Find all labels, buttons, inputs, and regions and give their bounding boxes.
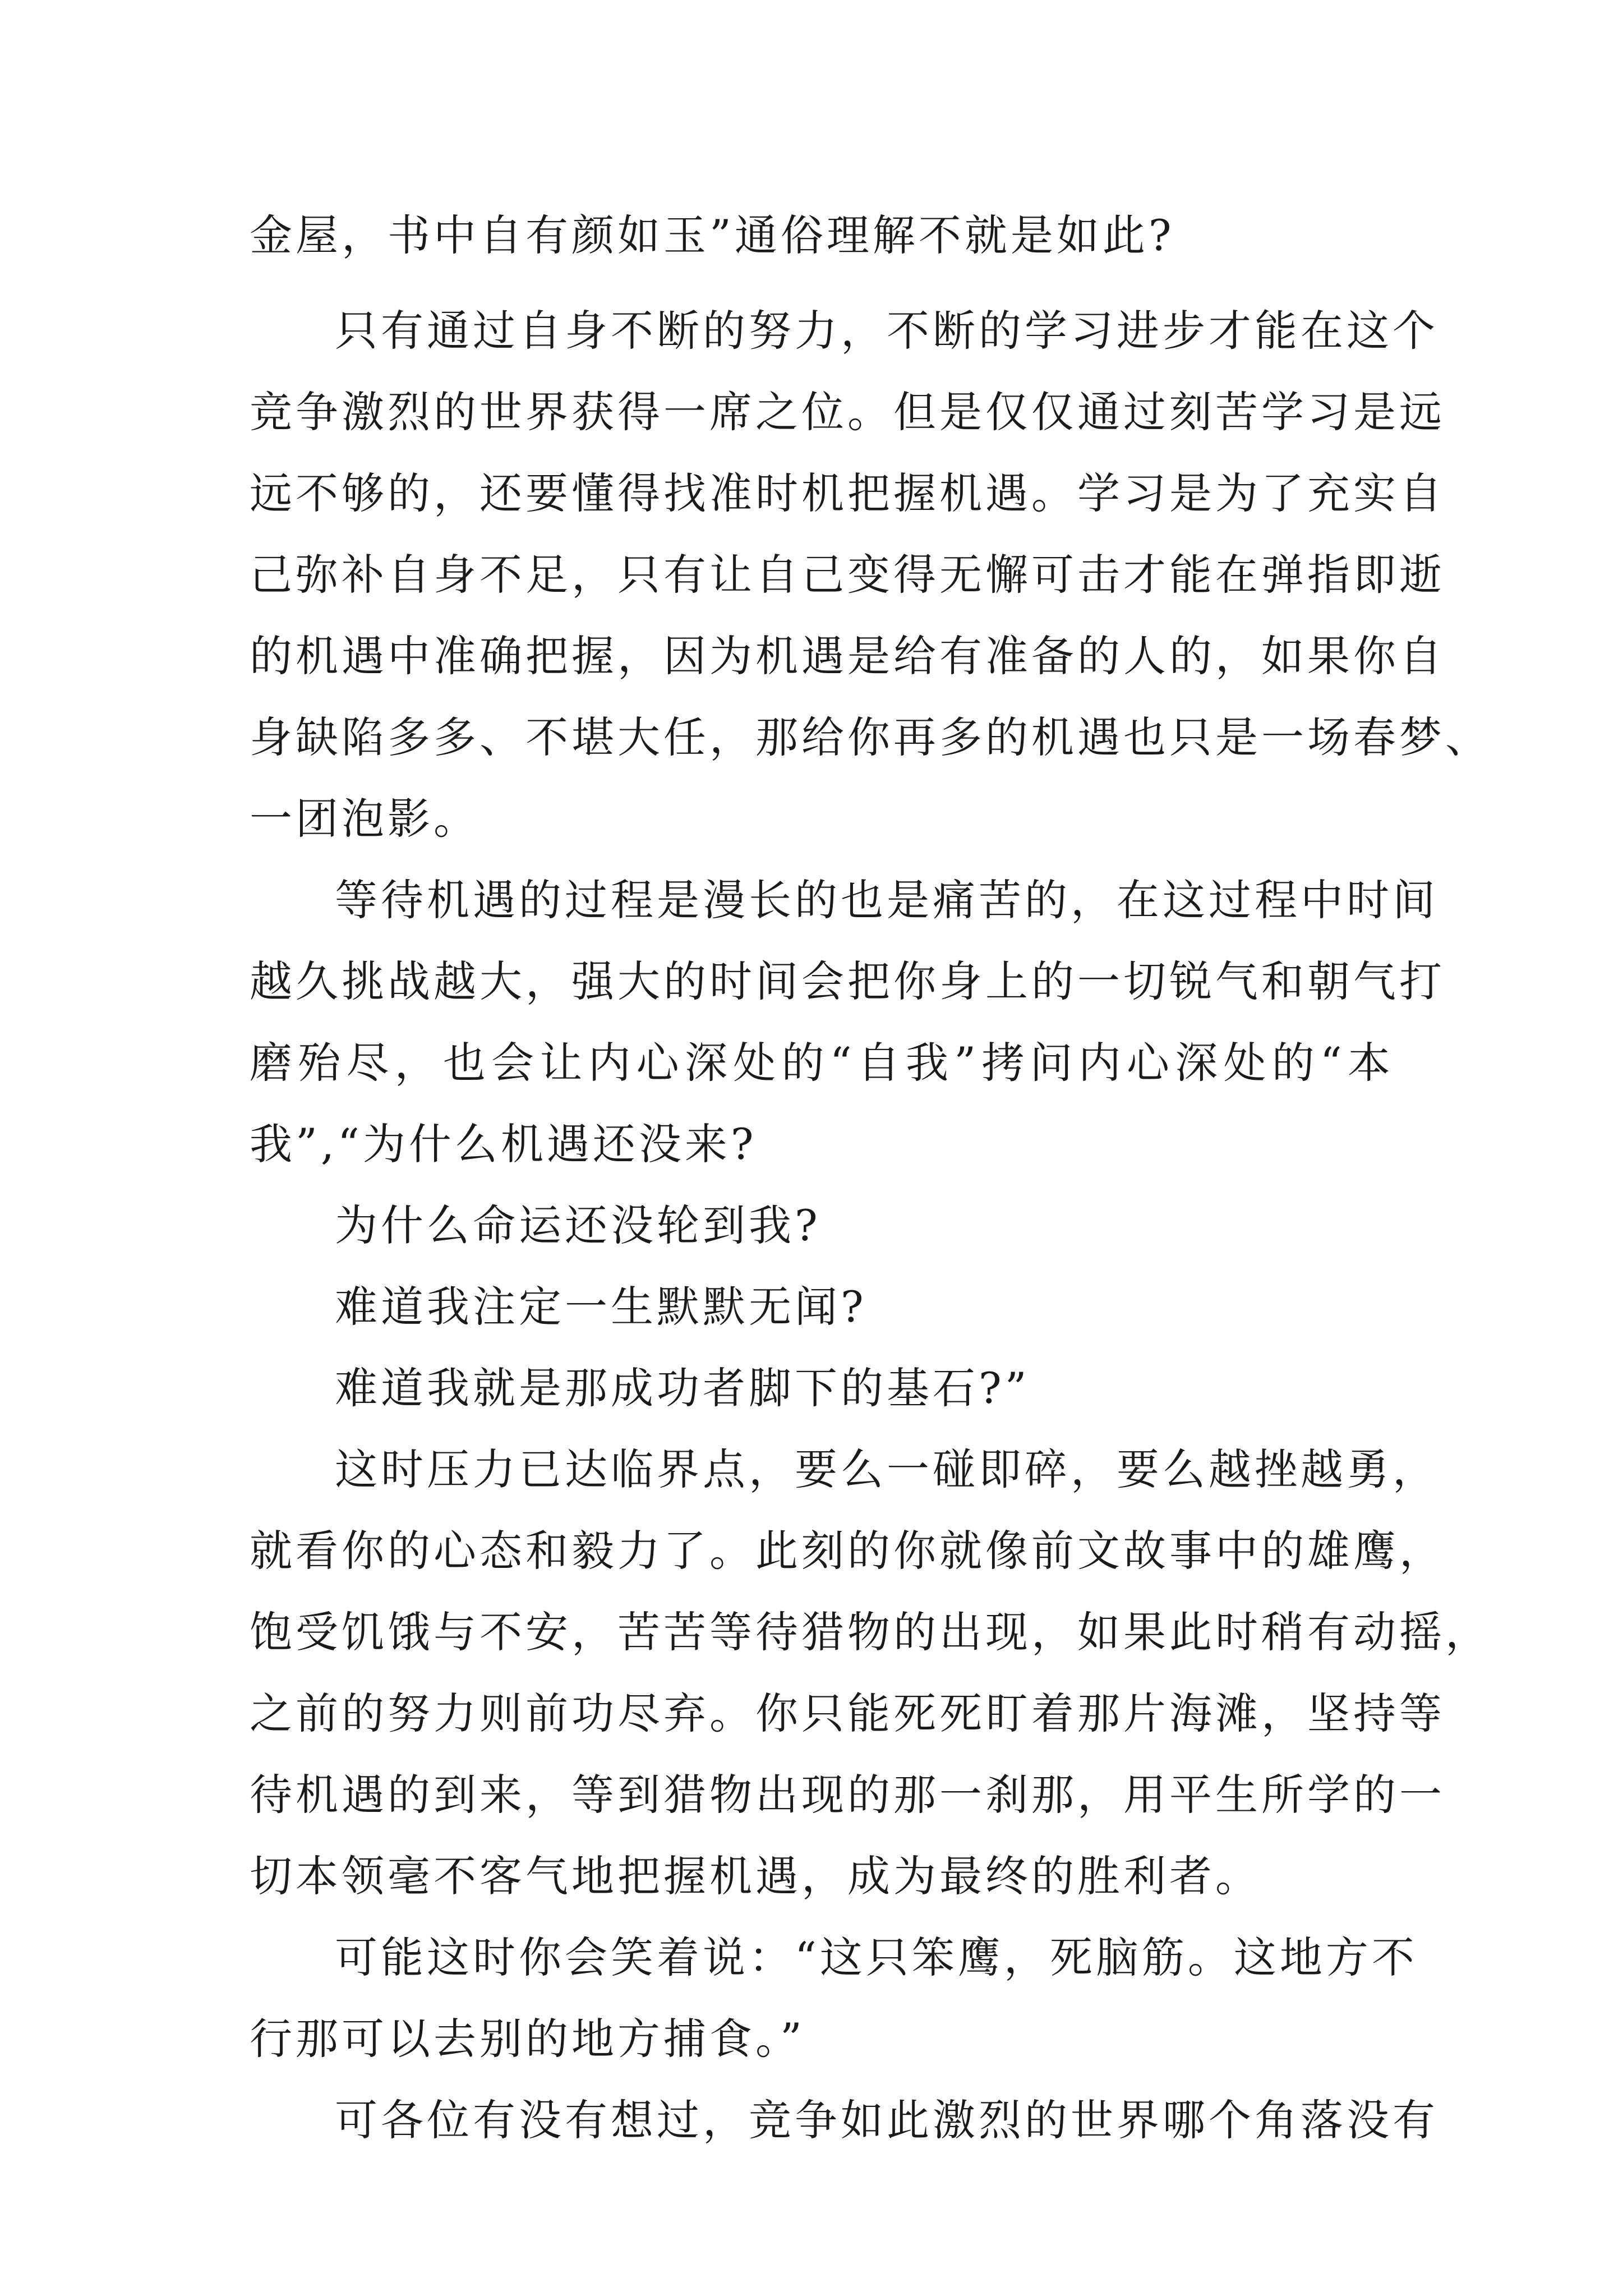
text-line: 难道我就是那成功者脚下的基石?”: [335, 1363, 1030, 1413]
text-line: 为什么命运还没轮到我?: [335, 1200, 821, 1250]
text-line: 一团泡影。: [250, 794, 479, 844]
text-line: 磨殆尽，也会让内心深处的“自我”拷问内心深处的“本: [250, 1038, 1394, 1088]
text-line: 身缺陷多多、不堪大任，那给你再多的机遇也只是一场春梦、: [250, 712, 1491, 762]
text-line: 之前的努力则前功尽弃。你只能死死盯着那片海滩，坚持等: [250, 1688, 1445, 1738]
text-line: 就看你的心态和毅力了。此刻的你就像前文故事中的雄鹰，: [250, 1526, 1445, 1576]
text-line: 切本领毫不客气地把握机遇，成为最终的胜利者。: [250, 1851, 1261, 1901]
text-line: 的机遇中准确把握，因为机遇是给有准备的人的，如果你自: [250, 631, 1445, 681]
text-line: 等待机遇的过程是漫长的也是痛苦的，在这过程中时间: [335, 875, 1438, 925]
text-line: 难道我注定一生默默无闻?: [335, 1282, 867, 1332]
text-line: 只有通过自身不断的努力，不断的学习进步才能在这个: [335, 306, 1438, 356]
text-line: 待机遇的到来，等到猎物出现的那一刹那，用平生所学的一: [250, 1770, 1445, 1820]
text-line: 金屋，书中自有颜如玉”通俗理解不就是如此?: [250, 210, 1175, 260]
text-line: 饱受饥饿与不安，苦苦等待猎物的出现，如果此时稍有动摇，: [250, 1607, 1491, 1657]
text-line: 行那可以去别的地方捕食。”: [250, 2014, 805, 2064]
text-line: 我”,“为什么机遇还没来?: [250, 1119, 757, 1169]
text-line: 越久挑战越大，强大的时间会把你身上的一切锐气和朝气打: [250, 956, 1445, 1006]
text-line: 竞争激烈的世界获得一席之位。但是仅仅通过刻苦学习是远: [250, 387, 1445, 437]
text-line: 可能这时你会笑着说：“这只笨鹰，死脑筋。这地方不: [335, 1932, 1418, 1982]
text-line: 己弥补自身不足，只有让自己变得无懈可击才能在弹指即逝: [250, 550, 1445, 600]
text-line: 可各位有没有想过，竞争如此激烈的世界哪个角落没有: [335, 2095, 1438, 2145]
text-line: 远不够的，还要懂得找准时机把握机遇。学习是为了充实自: [250, 468, 1445, 518]
text-line: 这时压力已达临界点，要么一碰即碎，要么越挫越勇，: [335, 1444, 1438, 1494]
